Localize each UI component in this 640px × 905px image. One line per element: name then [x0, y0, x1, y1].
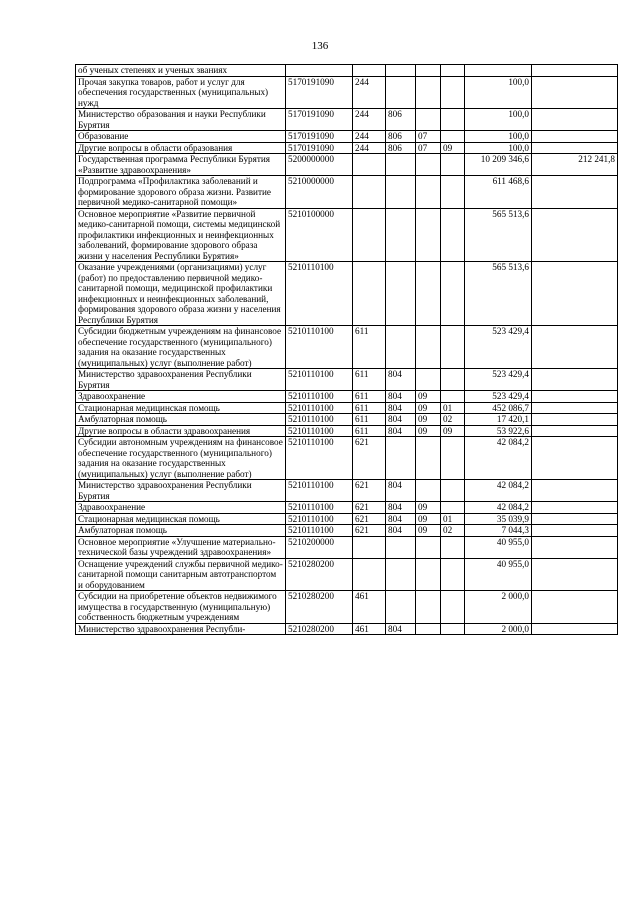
- table-row: [76, 65, 618, 77]
- row-subsection-cell: 01: [441, 513, 465, 525]
- row-section-cell: [416, 437, 441, 480]
- row-code-cell: 5210110100: [286, 480, 353, 502]
- row-amount-extra-cell: [532, 558, 618, 591]
- table-row: [76, 558, 618, 591]
- row-amount-cell: 40 955,0: [465, 536, 532, 558]
- row-expense-type-cell: [353, 536, 386, 558]
- row-amount-cell: 42 084,2: [465, 502, 532, 514]
- table-row: [76, 402, 618, 414]
- row-amount-extra-cell: [532, 525, 618, 537]
- row-expense-type-cell: [353, 558, 386, 591]
- row-expense-type-cell: 244: [353, 131, 386, 143]
- row-name-cell: об ученых степенях и ученых званиях: [76, 65, 286, 77]
- row-amount-extra-cell: [532, 414, 618, 426]
- row-department-cell: [386, 208, 416, 262]
- row-department-cell: [386, 326, 416, 369]
- row-section-cell: [416, 623, 441, 635]
- table-row: [76, 176, 618, 209]
- row-name-cell: Основное мероприятие «Улучшение материально-технической базы учреждений здравоохранения»: [76, 536, 286, 558]
- row-code-cell: 5210110100: [286, 525, 353, 537]
- row-name-cell: Здравоохранение: [76, 502, 286, 514]
- row-section-cell: [416, 369, 441, 391]
- table-row: [76, 480, 618, 502]
- row-department-cell: 804: [386, 402, 416, 414]
- row-name-cell: Субсидии бюджетным учреждениям на финансовое обеспечение государственного (муниципального) задания на оказание государственных (муниципальных) услуг (выполнение работ): [76, 326, 286, 369]
- row-section-cell: 09: [416, 391, 441, 403]
- row-code-cell: 5210110100: [286, 262, 353, 326]
- row-department-cell: [386, 154, 416, 176]
- row-subsection-cell: [441, 262, 465, 326]
- table-row: [76, 502, 618, 514]
- table-row: [76, 208, 618, 262]
- row-amount-cell: 53 922,6: [465, 425, 532, 437]
- row-amount-extra-cell: [532, 65, 618, 77]
- row-amount-extra-cell: [532, 402, 618, 414]
- row-section-cell: 09: [416, 425, 441, 437]
- row-subsection-cell: [441, 76, 465, 109]
- row-section-cell: 09: [416, 402, 441, 414]
- row-expense-type-cell: [353, 65, 386, 77]
- row-subsection-cell: [441, 326, 465, 369]
- row-code-cell: 5210110100: [286, 391, 353, 403]
- row-department-cell: [386, 437, 416, 480]
- row-section-cell: [416, 76, 441, 109]
- table-row: [76, 142, 618, 154]
- row-section-cell: [416, 109, 441, 131]
- row-code-cell: 5210110100: [286, 326, 353, 369]
- row-code-cell: 5210110100: [286, 369, 353, 391]
- row-amount-cell: 523 429,4: [465, 326, 532, 369]
- row-amount-extra-cell: [532, 142, 618, 154]
- row-amount-cell: 452 086,7: [465, 402, 532, 414]
- row-name-cell: Министерство здравоохранения Республики Бурятия: [76, 369, 286, 391]
- row-department-cell: [386, 591, 416, 624]
- row-amount-extra-cell: [532, 513, 618, 525]
- table-row: [76, 262, 618, 326]
- row-department-cell: [386, 65, 416, 77]
- row-subsection-cell: [441, 176, 465, 209]
- row-subsection-cell: 02: [441, 525, 465, 537]
- row-expense-type-cell: 611: [353, 326, 386, 369]
- row-department-cell: 804: [386, 425, 416, 437]
- row-name-cell: Амбулаторная помощь: [76, 414, 286, 426]
- row-code-cell: 5200000000: [286, 154, 353, 176]
- row-name-cell: Министерство здравоохранения Республи-: [76, 623, 286, 635]
- row-expense-type-cell: [353, 262, 386, 326]
- row-subsection-cell: [441, 480, 465, 502]
- row-name-cell: Здравоохранение: [76, 391, 286, 403]
- row-code-cell: 5210200000: [286, 536, 353, 558]
- row-subsection-cell: [441, 623, 465, 635]
- table-row: [76, 154, 618, 176]
- row-expense-type-cell: 611: [353, 369, 386, 391]
- row-amount-cell: 2 000,0: [465, 623, 532, 635]
- row-amount-cell: 7 044,3: [465, 525, 532, 537]
- table-row: [76, 326, 618, 369]
- row-section-cell: 09: [416, 502, 441, 514]
- row-code-cell: 5210280200: [286, 591, 353, 624]
- row-section-cell: [416, 154, 441, 176]
- table-row: [76, 437, 618, 480]
- row-amount-cell: 2 000,0: [465, 591, 532, 624]
- row-department-cell: [386, 536, 416, 558]
- row-code-cell: 5210280200: [286, 623, 353, 635]
- table-row: [76, 525, 618, 537]
- row-subsection-cell: [441, 391, 465, 403]
- row-amount-cell: 35 039,9: [465, 513, 532, 525]
- table-row: [76, 414, 618, 426]
- row-section-cell: 09: [416, 513, 441, 525]
- row-amount-extra-cell: [532, 369, 618, 391]
- row-expense-type-cell: 621: [353, 513, 386, 525]
- row-code-cell: 5170191090: [286, 131, 353, 143]
- row-section-cell: 09: [416, 414, 441, 426]
- row-amount-cell: 100,0: [465, 76, 532, 109]
- row-department-cell: 804: [386, 502, 416, 514]
- row-section-cell: [416, 208, 441, 262]
- row-section-cell: [416, 536, 441, 558]
- row-name-cell: Прочая закупка товаров, работ и услуг для обеспечения государственных (муниципальных) нужд: [76, 76, 286, 109]
- row-name-cell: Амбулаторная помощь: [76, 525, 286, 537]
- row-amount-extra-cell: [532, 326, 618, 369]
- row-subsection-cell: 09: [441, 142, 465, 154]
- row-amount-extra-cell: [532, 262, 618, 326]
- row-expense-type-cell: 621: [353, 525, 386, 537]
- row-section-cell: [416, 326, 441, 369]
- row-amount-extra-cell: [532, 591, 618, 624]
- row-expense-type-cell: 611: [353, 391, 386, 403]
- row-name-cell: Другие вопросы в области здравоохранения: [76, 425, 286, 437]
- row-name-cell: Государственная программа Республики Бурятия «Развитие здравоохранения»: [76, 154, 286, 176]
- row-department-cell: 806: [386, 109, 416, 131]
- row-name-cell: Оснащение учреждений службы первичной медико-санитарной помощи санитарным автотранспортом и оборудованием: [76, 558, 286, 591]
- row-amount-extra-cell: [532, 131, 618, 143]
- row-code-cell: 5210000000: [286, 176, 353, 209]
- row-amount-cell: 100,0: [465, 109, 532, 131]
- row-amount-extra-cell: [532, 437, 618, 480]
- row-code-cell: [286, 65, 353, 77]
- budget-table-body: [76, 65, 618, 635]
- row-department-cell: 804: [386, 623, 416, 635]
- row-expense-type-cell: 621: [353, 480, 386, 502]
- row-expense-type-cell: 611: [353, 425, 386, 437]
- row-expense-type-cell: 611: [353, 414, 386, 426]
- row-subsection-cell: [441, 208, 465, 262]
- row-department-cell: [386, 262, 416, 326]
- row-amount-cell: 523 429,4: [465, 369, 532, 391]
- row-name-cell: Другие вопросы в области образования: [76, 142, 286, 154]
- row-expense-type-cell: 244: [353, 109, 386, 131]
- row-code-cell: 5210110100: [286, 502, 353, 514]
- row-subsection-cell: 09: [441, 425, 465, 437]
- row-name-cell: Министерство здравоохранения Республики Бурятия: [76, 480, 286, 502]
- row-code-cell: 5210110100: [286, 425, 353, 437]
- table-row: [76, 591, 618, 624]
- row-amount-cell: 42 084,2: [465, 437, 532, 480]
- table-row: [76, 109, 618, 131]
- row-code-cell: 5210110100: [286, 513, 353, 525]
- row-name-cell: Стационарная медицинская помощь: [76, 402, 286, 414]
- row-department-cell: 804: [386, 513, 416, 525]
- row-name-cell: Образование: [76, 131, 286, 143]
- row-name-cell: Стационарная медицинская помощь: [76, 513, 286, 525]
- row-amount-cell: 10 209 346,6: [465, 154, 532, 176]
- budget-table: [75, 64, 618, 635]
- table-row: [76, 513, 618, 525]
- row-amount-cell: [465, 65, 532, 77]
- row-section-cell: [416, 262, 441, 326]
- row-code-cell: 5170191090: [286, 142, 353, 154]
- row-department-cell: [386, 176, 416, 209]
- row-section-cell: [416, 591, 441, 624]
- page-number: 136: [311, 40, 329, 52]
- table-row: [76, 369, 618, 391]
- table-row: [76, 391, 618, 403]
- row-amount-extra-cell: [532, 391, 618, 403]
- row-amount-extra-cell: [532, 502, 618, 514]
- row-department-cell: 804: [386, 414, 416, 426]
- row-code-cell: 5210110100: [286, 414, 353, 426]
- row-name-cell: Основное мероприятие «Развитие первичной медико-санитарной помощи, системы медицинской профилактики инфекционных и неинфекционных заболеваний, формирование здорового образа жизни у населения Республики Бурятия»: [76, 208, 286, 262]
- row-subsection-cell: [441, 131, 465, 143]
- row-amount-cell: 40 955,0: [465, 558, 532, 591]
- row-department-cell: [386, 558, 416, 591]
- row-expense-type-cell: [353, 208, 386, 262]
- row-amount-extra-cell: [532, 480, 618, 502]
- row-name-cell: Субсидии на приобретение объектов недвижимого имущества в государственную (муниципальную) собственность бюджетным учреждениям: [76, 591, 286, 624]
- table-row: [76, 536, 618, 558]
- row-department-cell: 804: [386, 525, 416, 537]
- row-department-cell: 804: [386, 369, 416, 391]
- row-expense-type-cell: 461: [353, 623, 386, 635]
- row-expense-type-cell: 621: [353, 502, 386, 514]
- row-subsection-cell: 01: [441, 402, 465, 414]
- row-subsection-cell: [441, 65, 465, 77]
- row-department-cell: [386, 76, 416, 109]
- row-amount-cell: 565 513,6: [465, 208, 532, 262]
- row-amount-cell: 42 084,2: [465, 480, 532, 502]
- row-code-cell: 5210280200: [286, 558, 353, 591]
- row-amount-cell: 100,0: [465, 131, 532, 143]
- row-section-cell: 09: [416, 525, 441, 537]
- row-section-cell: [416, 65, 441, 77]
- row-amount-extra-cell: [532, 623, 618, 635]
- table-row: [76, 76, 618, 109]
- row-amount-cell: 565 513,6: [465, 262, 532, 326]
- row-code-cell: 5210110100: [286, 437, 353, 480]
- row-department-cell: 804: [386, 480, 416, 502]
- row-department-cell: 806: [386, 142, 416, 154]
- row-subsection-cell: [441, 558, 465, 591]
- row-expense-type-cell: 461: [353, 591, 386, 624]
- row-section-cell: [416, 176, 441, 209]
- row-department-cell: 806: [386, 131, 416, 143]
- row-amount-extra-cell: [532, 536, 618, 558]
- row-code-cell: 5210110100: [286, 402, 353, 414]
- row-subsection-cell: [441, 109, 465, 131]
- row-subsection-cell: [441, 369, 465, 391]
- row-subsection-cell: [441, 502, 465, 514]
- row-section-cell: 07: [416, 142, 441, 154]
- row-subsection-cell: [441, 154, 465, 176]
- row-expense-type-cell: 611: [353, 402, 386, 414]
- table-row: [76, 425, 618, 437]
- row-section-cell: [416, 480, 441, 502]
- row-expense-type-cell: 244: [353, 76, 386, 109]
- table-row: [76, 131, 618, 143]
- row-name-cell: Подпрограмма «Профилактика заболеваний и формирование здорового образа жизни. Развитие первичной медико-санитарной помощи»: [76, 176, 286, 209]
- row-amount-extra-cell: [532, 109, 618, 131]
- row-amount-cell: 17 420,1: [465, 414, 532, 426]
- row-amount-cell: 611 468,6: [465, 176, 532, 209]
- row-amount-cell: 523 429,4: [465, 391, 532, 403]
- row-section-cell: [416, 558, 441, 591]
- table-row: [76, 623, 618, 635]
- row-amount-extra-cell: [532, 176, 618, 209]
- row-name-cell: Оказание учреждениями (организациями) услуг (работ) по предоставлению первичной медико-санитарной помощи, медицинской профилактики инфекционных и неинфекционных заболеваний, формирования здорового образа жизни у населения Республики Бурятия: [76, 262, 286, 326]
- row-subsection-cell: [441, 437, 465, 480]
- row-amount-extra-cell: [532, 208, 618, 262]
- row-expense-type-cell: 244: [353, 142, 386, 154]
- row-expense-type-cell: [353, 154, 386, 176]
- row-subsection-cell: 02: [441, 414, 465, 426]
- row-subsection-cell: [441, 591, 465, 624]
- row-amount-extra-cell: [532, 425, 618, 437]
- row-amount-extra-cell: [532, 76, 618, 109]
- row-section-cell: 07: [416, 131, 441, 143]
- row-name-cell: Субсидии автономным учреждениям на финансовое обеспечение государственного (муниципального) задания на оказание государственных (муниципальных) услуг (выполнение работ): [76, 437, 286, 480]
- row-department-cell: 804: [386, 391, 416, 403]
- row-amount-extra-cell: 212 241,8: [532, 154, 618, 176]
- row-code-cell: 5170191090: [286, 109, 353, 131]
- row-amount-cell: 100,0: [465, 142, 532, 154]
- row-subsection-cell: [441, 536, 465, 558]
- row-expense-type-cell: 621: [353, 437, 386, 480]
- row-code-cell: 5170191090: [286, 76, 353, 109]
- row-name-cell: Министерство образования и науки Республики Бурятия: [76, 109, 286, 131]
- row-code-cell: 5210100000: [286, 208, 353, 262]
- row-expense-type-cell: [353, 176, 386, 209]
